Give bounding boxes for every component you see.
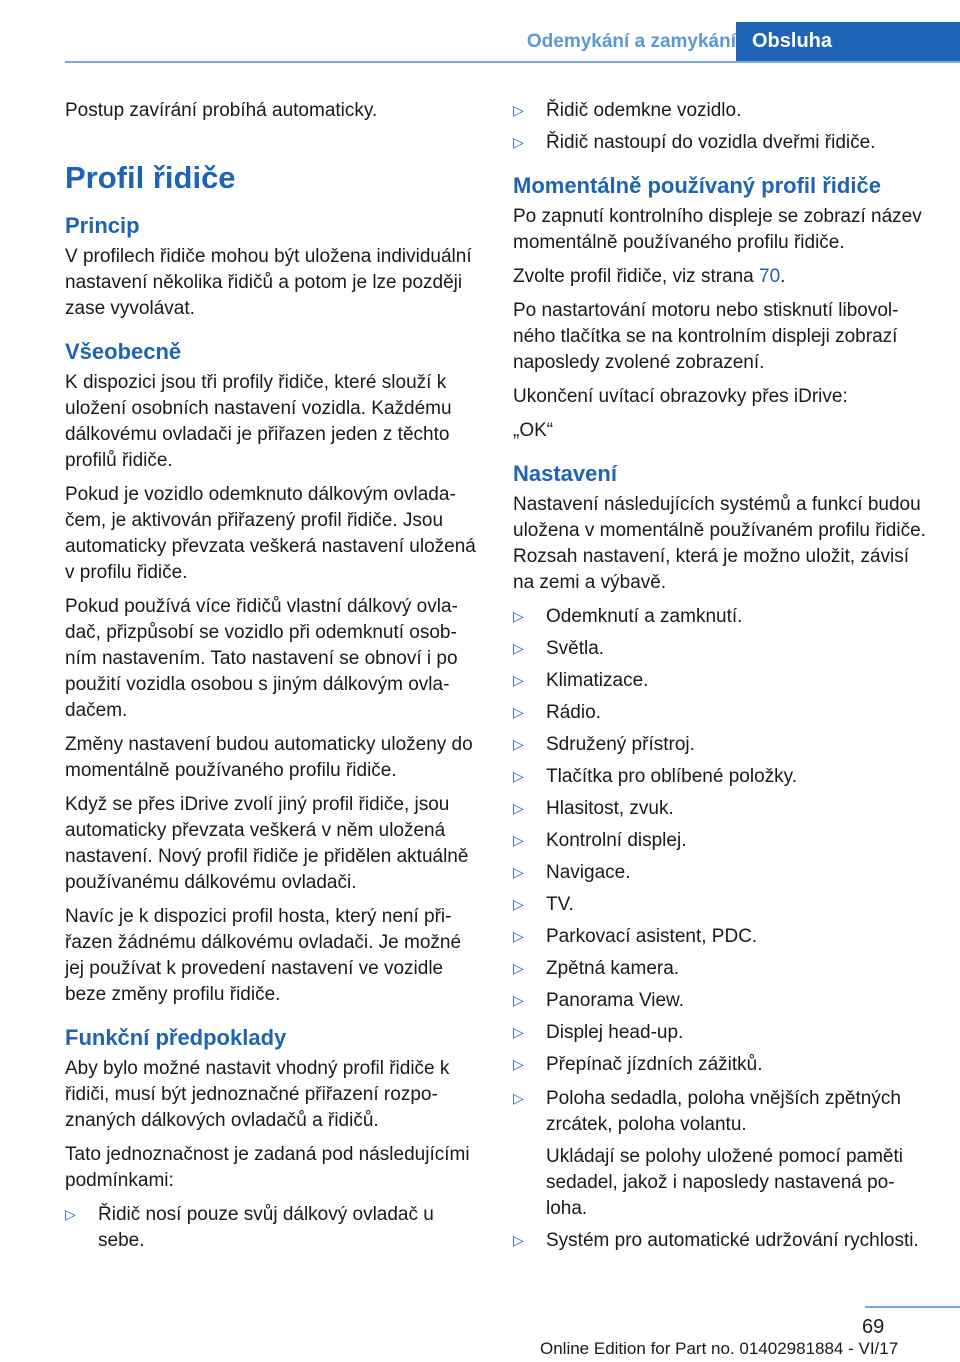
triangle-bullet-icon: ▷: [513, 609, 524, 625]
list-item-text: Sdružený přístroj.: [546, 734, 695, 755]
paragraph: Po nastartování motoru nebo stisknutí libovolného tlačítka se na kontrolním displeji zobrazí naposledy zvolené zobrazení.: [513, 300, 899, 373]
triangle-bullet-icon: ▷: [513, 897, 524, 913]
right-column: [513, 98, 928, 1262]
list-item-text: Rádio.: [546, 702, 601, 723]
list-item-text: Displej head-up.: [546, 1022, 684, 1043]
list-item: [513, 1052, 928, 1078]
list-item: [513, 636, 928, 662]
paragraph: Pokud používá více řidičů vlastní dálkový ovladač, přizpůsobí se vozidlo při odemknutí osobním nastavením. Tato nastavení se obnoví i po použití vozidla osobou s jiným dálkovým ovladačem.: [65, 596, 458, 721]
list-item-text: Navigace.: [546, 862, 631, 883]
triangle-bullet-icon: ▷: [65, 1207, 76, 1223]
paragraph-with-link: [513, 264, 928, 290]
triangle-bullet-icon: ▷: [513, 961, 524, 977]
list-item-subtext: Ukládají se polohy uložené pomocí paměti sedadel, jakož i naposledy nastavená poloha.: [546, 1146, 903, 1219]
paragraph: V profilech řidiče mohou být uložena individuální nastavení několika řidičů a potom je lze později zase vyvolávat.: [65, 246, 472, 319]
list-item: [513, 796, 928, 822]
heading-nastaveni: Nastavení: [513, 461, 617, 486]
settings-list: [513, 604, 928, 1078]
chapter-tab: Obsluha: [736, 22, 960, 62]
settings-list-tail: [513, 1086, 928, 1254]
triangle-bullet-icon: ▷: [513, 1091, 524, 1107]
triangle-bullet-icon: ▷: [513, 673, 524, 689]
list-item: [513, 764, 928, 790]
header-divider: [65, 61, 960, 63]
list-item-text: Kontrolní displej.: [546, 830, 687, 851]
triangle-bullet-icon: ▷: [513, 641, 524, 657]
footer-divider: [865, 1306, 960, 1308]
list-item: [513, 956, 928, 982]
list-item: [513, 98, 928, 124]
paragraph: Pokud je vozidlo odemknuto dálkovým ovladačem, je aktivován přiřazený profil řidiče. Jsou automaticky převzata veškerá nastavení uložená v profilu řidiče.: [65, 484, 476, 583]
triangle-bullet-icon: ▷: [513, 833, 524, 849]
list-item: [513, 130, 928, 156]
list-item: [513, 860, 928, 886]
left-column: [65, 98, 480, 1262]
paragraph: Nastavení následujících systémů a funkcí budou uložena v momentálně používaném profilu řidiče. Rozsah nastavení, která je možno uložit, závisí na zemi a výbavě.: [513, 494, 926, 593]
list-item: [513, 1086, 928, 1222]
list-item-text: Řidič nastoupí do vozidla dveřmi řidiče.: [546, 132, 876, 153]
paragraph: Ukončení uvítací obrazovky přes iDrive:: [513, 386, 848, 407]
page-header: [0, 0, 960, 62]
triangle-bullet-icon: ▷: [513, 1057, 524, 1073]
heading-momentalne: Momentálně používaný profil řidiče: [513, 173, 881, 198]
paragraph: K dispozici jsou tři profily řidiče, které slouží k uložení osobních nastavení vozidla. Každému dálkovému ovladači je přiřazen jeden z těchto profilů řidiče.: [65, 372, 452, 471]
edition-footer: Online Edition for Part no. 01402981884 - VI/17: [540, 1339, 899, 1358]
triangle-bullet-icon: ▷: [513, 769, 524, 785]
text: .: [780, 266, 786, 287]
list-item-text: Panorama View.: [546, 990, 685, 1011]
list-item: [65, 1202, 480, 1254]
list-item: [513, 668, 928, 694]
list-item-text: Parkovací asistent, PDC.: [546, 926, 758, 947]
triangle-bullet-icon: ▷: [513, 1025, 524, 1041]
list-item: [513, 988, 928, 1014]
list-item-text: Hlasitost, zvuk.: [546, 798, 674, 819]
list-item-text: Světla.: [546, 638, 605, 659]
paragraph: Navíc je k dispozici profil hosta, který není přiřazen žádnému dálkovému ovladači. Je možné jej používat k provedení nastavení ve vozidle beze změny profilu řidiče.: [65, 906, 462, 1005]
heading-predpoklady: Funkční předpoklady: [65, 1025, 287, 1050]
page-reference-link[interactable]: 70: [759, 266, 781, 287]
paragraph: Po zapnutí kontrolního displeje se zobrazí název momentálně používaného profilu řidiče.: [513, 206, 922, 253]
list-item-text: Odemknutí a zamknutí.: [546, 606, 743, 627]
triangle-bullet-icon: ▷: [513, 103, 524, 119]
page-number: 69: [862, 1316, 885, 1338]
heading-princip: Princip: [65, 213, 140, 238]
triangle-bullet-icon: ▷: [513, 737, 524, 753]
list-item-text: Řidič odemkne vozidlo.: [546, 100, 742, 121]
list-item: [513, 892, 928, 918]
section-title: Odemykání a zamykání: [526, 31, 736, 52]
text: Zvolte profil řidiče, viz strana: [513, 266, 760, 287]
list-item: [513, 732, 928, 758]
triangle-bullet-icon: ▷: [513, 801, 524, 817]
triangle-bullet-icon: ▷: [513, 993, 524, 1009]
paragraph: Změny nastavení budou automaticky uloženy do momentálně používaného profilu řidiče.: [65, 734, 473, 781]
intro-text: Postup zavírání probíhá automaticky.: [65, 100, 378, 121]
list-item-text: Řidič nosí pouze svůj dálkový ovladač u sebe.: [98, 1204, 434, 1251]
conditions-list-continued: [513, 98, 928, 156]
list-item: [513, 604, 928, 630]
conditions-list: [65, 1202, 480, 1254]
list-item-text: Poloha sedadla, poloha vnějších zpětných zrcátek, poloha volantu.: [546, 1088, 901, 1135]
list-item-text: Systém pro automatické udržování rychlosti.: [546, 1230, 919, 1251]
triangle-bullet-icon: ▷: [513, 929, 524, 945]
page-title: Profil řidiče: [65, 160, 236, 195]
list-item: [513, 924, 928, 950]
paragraph: Tato jednoznačnost je zadaná pod následujícími podmínkami:: [65, 1144, 470, 1191]
list-item-text: TV.: [546, 894, 574, 915]
paragraph: Když se přes iDrive zvolí jiný profil řidiče, jsou automaticky převzata veškerá v něm uložená nastavení. Nový profil řidiče je přidělen aktuálně používanému dálkovému ovladači.: [65, 794, 469, 893]
triangle-bullet-icon: ▷: [513, 705, 524, 721]
paragraph: Aby bylo možné nastavit vhodný profil řidiče k řidiči, musí být jednoznačné přiřazení rozpoznaných dálkových ovladačů a řidičů.: [65, 1058, 450, 1131]
list-item-text: Klimatizace.: [546, 670, 649, 691]
list-item: [513, 1020, 928, 1046]
list-item-text: Zpětná kamera.: [546, 958, 680, 979]
list-item: [513, 828, 928, 854]
paragraph: „OK“: [513, 420, 554, 441]
list-item: [513, 700, 928, 726]
triangle-bullet-icon: ▷: [513, 865, 524, 881]
list-item-text: Přepínač jízdních zážitků.: [546, 1054, 763, 1075]
triangle-bullet-icon: ▷: [513, 1233, 524, 1249]
list-item: [513, 1228, 928, 1254]
list-item-text: Tlačítka pro oblíbené položky.: [546, 766, 798, 787]
heading-vseobecne: Všeobecně: [65, 339, 182, 364]
triangle-bullet-icon: ▷: [513, 135, 524, 151]
